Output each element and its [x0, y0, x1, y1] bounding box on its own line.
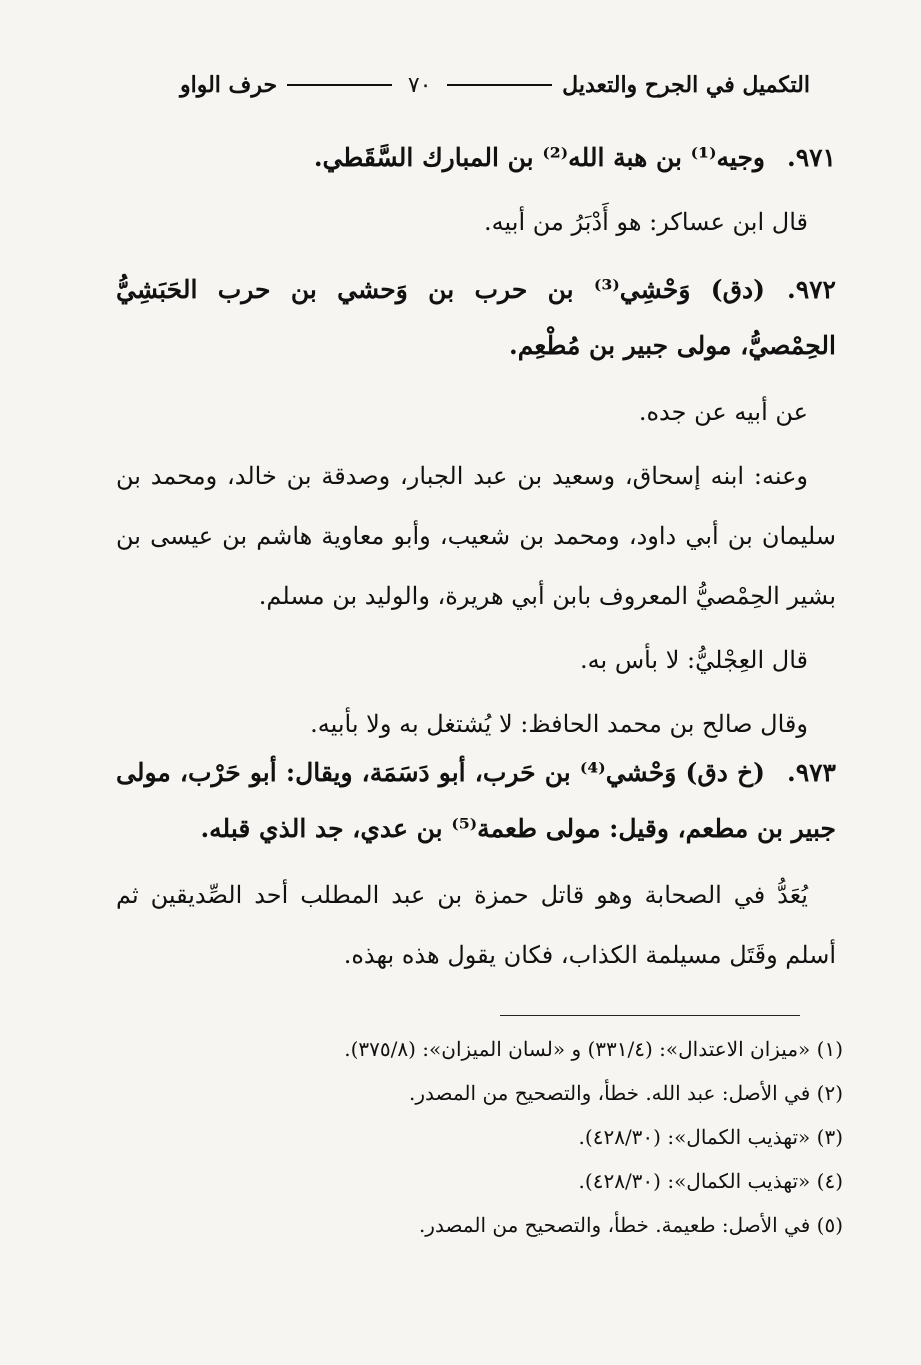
paragraph: يُعَدُّ في الصحابة وهو قاتل حمزة بن عبد المطلب أحد الصِّديقين ثم أسلم وقَتَل مسيلمة الكذاب، فكان يقول هذه بهذه. [116, 881, 836, 969]
paragraph: قال العِجْليُّ: لا بأس به. [580, 646, 808, 674]
footnote: (٣) «تهذيب الكمال»: (٤٢٨/٣٠). [578, 1125, 843, 1149]
paragraph: وعنه: ابنه إسحاق، وسعيد بن عبد الجبار، وصدقة بن خالد، ومحمد بن سليمان بن أبي داود، ومحمد بن شعيب، وأبو معاوية هاشم بن عيسى بن بشير الحِمْصيُّ المعروف بابن أبي هريرة، والوليد بن مسلم. [116, 462, 836, 610]
paragraph: عن أبيه عن جده. [638, 398, 808, 426]
entry-971 [116, 130, 836, 252]
footnote-separator [500, 1015, 800, 1016]
running-header [180, 72, 810, 98]
paragraph: وقال صالح بن محمد الحافظ: لا يُشتغل به ولا بأبيه. [310, 710, 808, 738]
page-number: ٧٠ [407, 72, 432, 98]
entry-number: ٩٧٢. [786, 275, 836, 304]
header-dash [447, 84, 552, 86]
footnote: (٢) في الأصل: عبد الله. خطأ، والتصحيح من المصدر. [409, 1081, 843, 1105]
entry-number: ٩٧٣. [786, 758, 836, 787]
entry-heading [116, 130, 836, 186]
entry-number: ٩٧١. [786, 143, 836, 172]
footnotes [103, 1027, 843, 1247]
section-title: حرف الواو [179, 72, 278, 98]
entry-head-text: (دق) وَحْشِي⁽³⁾ بن حرب بن وَحشي بن حرب الحَبَشِيُّ الحِمْصيُّ، مولى جبير بن مُطْعِم. [116, 275, 836, 360]
paragraph: قال ابن عساكر: هو أَدْبَرُ من أبيه. [484, 208, 808, 236]
book-title: التكميل في الجرح والتعديل [562, 72, 810, 98]
footnote: (١) «ميزان الاعتدال»: (٣٣١/٤) و «لسان الميزان»: (٣٧٥/٨). [344, 1037, 843, 1061]
entry-972 [116, 262, 836, 754]
entry-head-text: وجيه⁽¹⁾ بن هبة الله⁽²⁾ بن المبارك السَّقَطي. [313, 143, 765, 172]
footnote: (٤) «تهذيب الكمال»: (٤٢٨/٣٠). [578, 1169, 843, 1193]
footnote: (٥) في الأصل: طعيمة. خطأ، والتصحيح من المصدر. [418, 1213, 843, 1237]
header-dash [287, 84, 392, 86]
entry-head-text: (خ دق) وَحْشي⁽⁴⁾ بن حَرب، أبو دَسَمَة، ويقال: أبو حَرْب، مولى جبير بن مطعم، وقيل: مولى طعمة⁽⁵⁾ بن عدي، جد الذي قبله. [116, 758, 836, 843]
entry-heading [116, 262, 836, 374]
entry-973 [116, 745, 836, 985]
entry-heading [116, 745, 836, 857]
